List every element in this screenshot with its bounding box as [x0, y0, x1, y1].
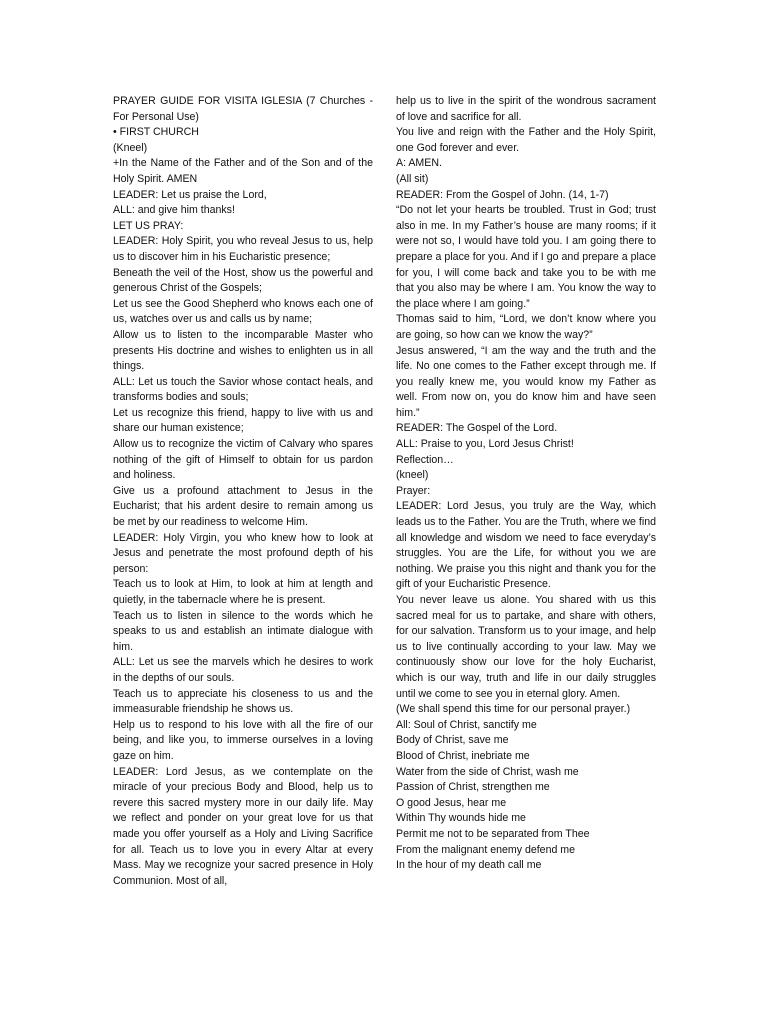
paragraph: (All sit) [396, 172, 429, 185]
paragraph: In the hour of my death call me [396, 859, 542, 872]
paragraph: Body of Christ, save me [396, 734, 509, 747]
paragraph: Allow us to listen to the incomparable Master who presents His doctrine and wishes to enlighten us in all things. [113, 328, 373, 373]
paragraph: Jesus answered, “I am the way and the truth and the life. No one comes to the Father except through me. If you really knew me, you would know my Father as well. From now on, you do know him and have seen him.” [396, 344, 656, 419]
paragraph: LET US PRAY: [113, 219, 184, 232]
paragraph: ALL: Let us see the marvels which he desires to work in the depths of our souls. [113, 656, 373, 684]
paragraph: LEADER: Holy Virgin, you who knew how to look at Jesus and penetrate the most profound depth of his person: [113, 531, 373, 575]
paragraph: A: AMEN. [396, 157, 442, 170]
paragraph: Passion of Christ, strengthen me [396, 781, 550, 794]
paragraph: Teach us to look at Him, to look at him at length and quietly, in the tabernacle where he is present. [113, 578, 373, 606]
paragraph: You live and reign with the Father and the Holy Spirit, one God forever and ever. [396, 126, 656, 154]
paragraph: Permit me not to be separated from Thee [396, 827, 590, 840]
paragraph: Water from the side of Christ, wash me [396, 765, 579, 778]
paragraph: Give us a profound attachment to Jesus in the Eucharist; that his ardent desire to remain among us be met by our readiness to welcome Him. [113, 484, 373, 529]
paragraph: READER: The Gospel of the Lord. [396, 422, 558, 435]
paragraph: Thomas said to him, “Lord, we don’t know where you are going, so how can we know the way?” [396, 313, 656, 341]
paragraph: O good Jesus, hear me [396, 796, 507, 809]
paragraph: Beneath the veil of the Host, show us the powerful and generous Christ of the Gospels; [113, 266, 373, 295]
left-column [113, 94, 373, 889]
paragraph: ALL: Let us touch the Savior whose contact heals, and transforms bodies and souls; [113, 375, 373, 404]
paragraph: LEADER: Let us praise the Lord, [113, 188, 267, 201]
paragraph: Help us to respond to his love with all the fire of our being, and like you, to immerse ourselves in a loving gaze on him. [113, 718, 373, 762]
paragraph: READER: From the Gospel of John. (14, 1-7) [396, 188, 609, 201]
paragraph: You never leave us alone. You shared with us this sacred meal for us to partake, and share with others, for our salvation. Transform us to your image, and help us to live continually according to your law. May we continuously show our love for the holy Eucharist, which is our way, truth and life in our daily struggles until we come to see you in eternal glory. Amen. [396, 594, 656, 700]
paragraph: • FIRST CHURCH [113, 126, 199, 139]
paragraph: Teach us to listen in silence to the words which he speaks to us and establish an intimate dialogue with him. [113, 609, 373, 653]
paragraph: LEADER: Lord Jesus, you truly are the Way, which leads us to the Father. You are the Truth, where we find all knowledge and wisdom we need to face everyday’s struggles. You are the Life, for without you we are nothing. We praise you this night and thank you for the gift of your Eucharistic Presence. [396, 500, 656, 591]
paragraph: PRAYER GUIDE FOR VISITA IGLESIA (7 Churches - For Personal Use) [113, 95, 373, 123]
paragraph: Let us see the Good Shepherd who knows each one of us, watches over us and calls us by name; [113, 297, 373, 326]
paragraph: (kneel) [396, 469, 429, 482]
paragraph: Let us recognize this friend, happy to live with us and share our human existence; [113, 406, 373, 435]
paragraph: All: Soul of Christ, sanctify me [396, 718, 537, 731]
paragraph: +In the Name of the Father and of the Son and of the Holy Spirit. AMEN [113, 157, 373, 185]
paragraph: ALL: Praise to you, Lord Jesus Christ! [396, 438, 574, 451]
paragraph: LEADER: Holy Spirit, you who reveal Jesus to us, help us to discover him in his Eucharistic presence; [113, 235, 373, 263]
paragraph: Blood of Christ, inebriate me [396, 749, 530, 762]
paragraph: Prayer: [396, 484, 431, 497]
paragraph: ALL: and give him thanks! [113, 204, 235, 217]
paragraph: Teach us to appreciate his closeness to us and the immeasurable friendship he shows us. [113, 687, 373, 716]
paragraph: Allow us to recognize the victim of Calvary who spares nothing of the gift of Himself to obtain for us pardon and holiness. [113, 438, 373, 482]
paragraph: (We shall spend this time for our personal prayer.) [396, 703, 631, 716]
paragraph: LEADER: Lord Jesus, as we contemplate on the miracle of your precious Body and Blood, help us to revere this sacred mystery more in our daily life. May we reflect and ponder on your great love for us that made you offer yourself as a Holy and Living Sacrifice for all. Teach us to love you in every Altar at every Mass. May we recognize your sacred presence in Holy Communion. Most of all, [113, 765, 373, 887]
paragraph: (Kneel) [113, 141, 148, 154]
paragraph: Within Thy wounds hide me [396, 812, 526, 825]
paragraph: From the malignant enemy defend me [396, 843, 576, 856]
right-column [396, 94, 656, 874]
paragraph: Reflection… [396, 453, 454, 466]
paragraph: “Do not let your hearts be troubled. Trust in God; trust also in me. In my Father’s house are many rooms; if it were not so, I would have told you. I am going there to prepare a place for you. And if I go and prepare a place for you, I will come back and take you to be with me that you also may be where I am. You know the way to the place where I am going.” [396, 204, 656, 310]
paragraph: help us to live in the spirit of the wondrous sacrament of love and sacrifice for all. [396, 95, 656, 123]
